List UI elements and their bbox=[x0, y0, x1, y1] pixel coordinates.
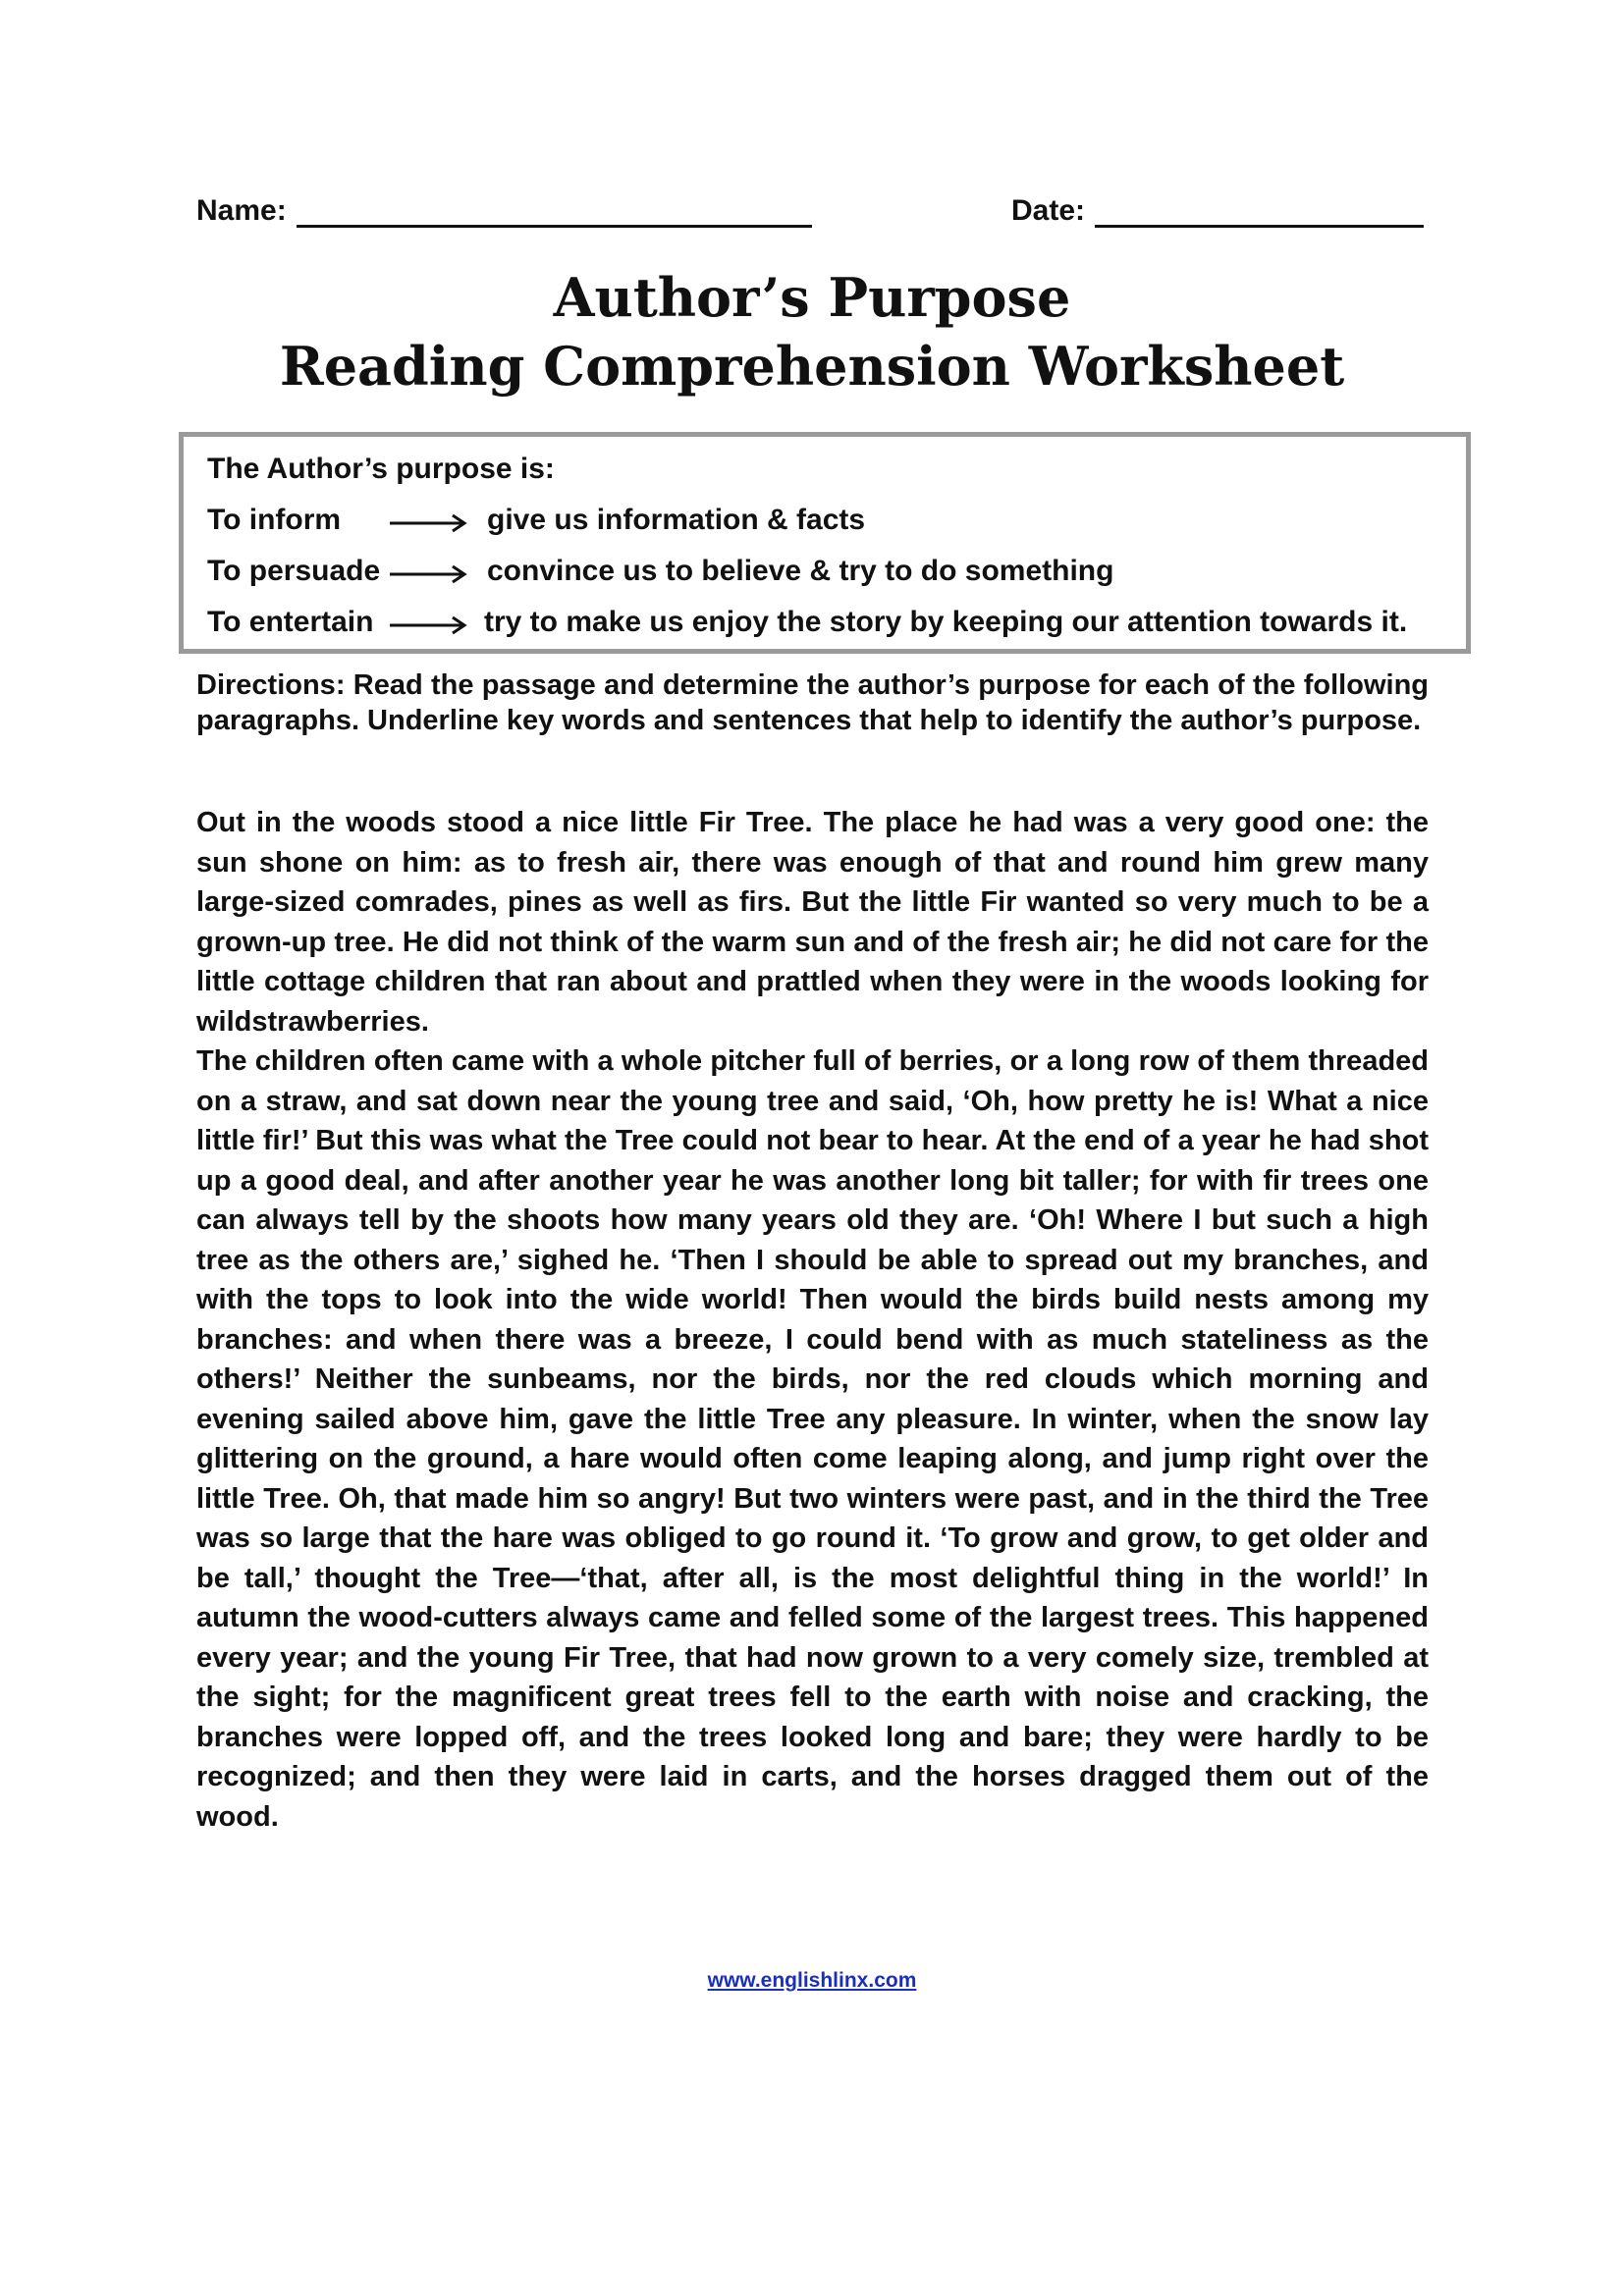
purpose-row-entertain bbox=[207, 606, 1454, 645]
purpose-row-persuade bbox=[207, 555, 1454, 594]
purpose-term: To inform bbox=[207, 504, 342, 536]
name-blank-line[interactable] bbox=[297, 195, 812, 228]
date-blank-line[interactable] bbox=[1095, 195, 1424, 228]
passage-paragraph-2: The children often came with a whole pitcher full of berries, or a long row of them threaded on a straw, and sat down near the young tree and said, ‘Oh, how pretty he is! What a nice little fir!’ But this was what the Tree could not bear to hear. At the end of a year he had shot up a good deal, and after another year he was another long bit taller; for with fir trees one can always tell by the shoots how many years old they are. ‘Oh! Where I but such a high tree as the others are,’ sighed he. ‘Then I should be able to spread out my branches, and with the tops to look into the wide world! Then would the birds build nests among my branches: and when there was a breeze, I could bend with as much stateliness as the others!’ Neither the sunbeams, nor the birds, nor the red clouds which morning and evening sailed above him, gave the little Tree any pleasure. In winter, when the snow lay glittering on the ground, a hare would often come leaping along, and jump right over the little Tree. Oh, that made him so angry! But two winters were past, and in the third the Tree was so large that the hare was obliged to go round it. ‘To grow and grow, to get older and be tall,’ thought the Tree—‘that, after all, is the most delightful thing in the world!’ In autumn the wood-cutters always came and felled some of the largest trees. This happened every year; and the young Fir Tree, that had now grown to a very comely size, trembled at the sight; for the magnificent great trees fell to the earth with noise and cracking, the branches were lopped off, and the trees looked long and bare; they were hardly to be recognized; and then they were laid in carts, and the horses dragged them out of the wood. bbox=[196, 1045, 1429, 1833]
purpose-description: give us information & facts bbox=[487, 504, 866, 536]
directions-text: Directions: Read the passage and determine the author’s purpose for each of the following paragraphs. Underline key words and sentences that help to identify the author’s purpose. bbox=[196, 669, 1429, 736]
worksheet-title bbox=[0, 263, 1624, 400]
long-right-arrow-icon bbox=[390, 564, 468, 584]
purpose-term: To entertain bbox=[207, 606, 374, 638]
website-link[interactable]: www.englishlinx.com bbox=[707, 1969, 917, 1992]
footer bbox=[0, 1969, 1624, 1993]
purpose-box-heading: The Author’s purpose is: bbox=[207, 453, 555, 485]
purpose-description: try to make us enjoy the story by keeping our attention towards it. bbox=[484, 606, 1408, 638]
title-line-1: Author’s Purpose bbox=[553, 266, 1071, 329]
passage-paragraph-1: Out in the woods stood a nice little Fir Tree. The place he had was a very good one: the sun shone on him: as to fresh air, there was enough of that and round him grew many large-sized comrades, pines as well as firs. But the little Fir wanted so very much to be a grown-up tree. He did not think of the warm sun and of the fresh air; he did not care for the little cottage children that ran about and prattled when they were in the woods looking for wildstrawberries. bbox=[196, 807, 1429, 1038]
reading-passage bbox=[196, 803, 1429, 1837]
authors-purpose-box bbox=[179, 432, 1471, 654]
purpose-description: convince us to believe & try to do something bbox=[487, 555, 1114, 587]
long-right-arrow-icon bbox=[390, 513, 468, 533]
date-field[interactable] bbox=[1011, 194, 1424, 228]
name-date-row bbox=[196, 194, 1434, 234]
purpose-term: To persuade bbox=[207, 555, 381, 587]
long-right-arrow-icon bbox=[390, 615, 468, 635]
name-field[interactable] bbox=[196, 194, 812, 228]
purpose-row-inform bbox=[207, 504, 1454, 543]
title-line-2: Reading Comprehension Worksheet bbox=[279, 335, 1345, 398]
name-label: Name: bbox=[196, 194, 287, 227]
date-label: Date: bbox=[1011, 194, 1086, 227]
